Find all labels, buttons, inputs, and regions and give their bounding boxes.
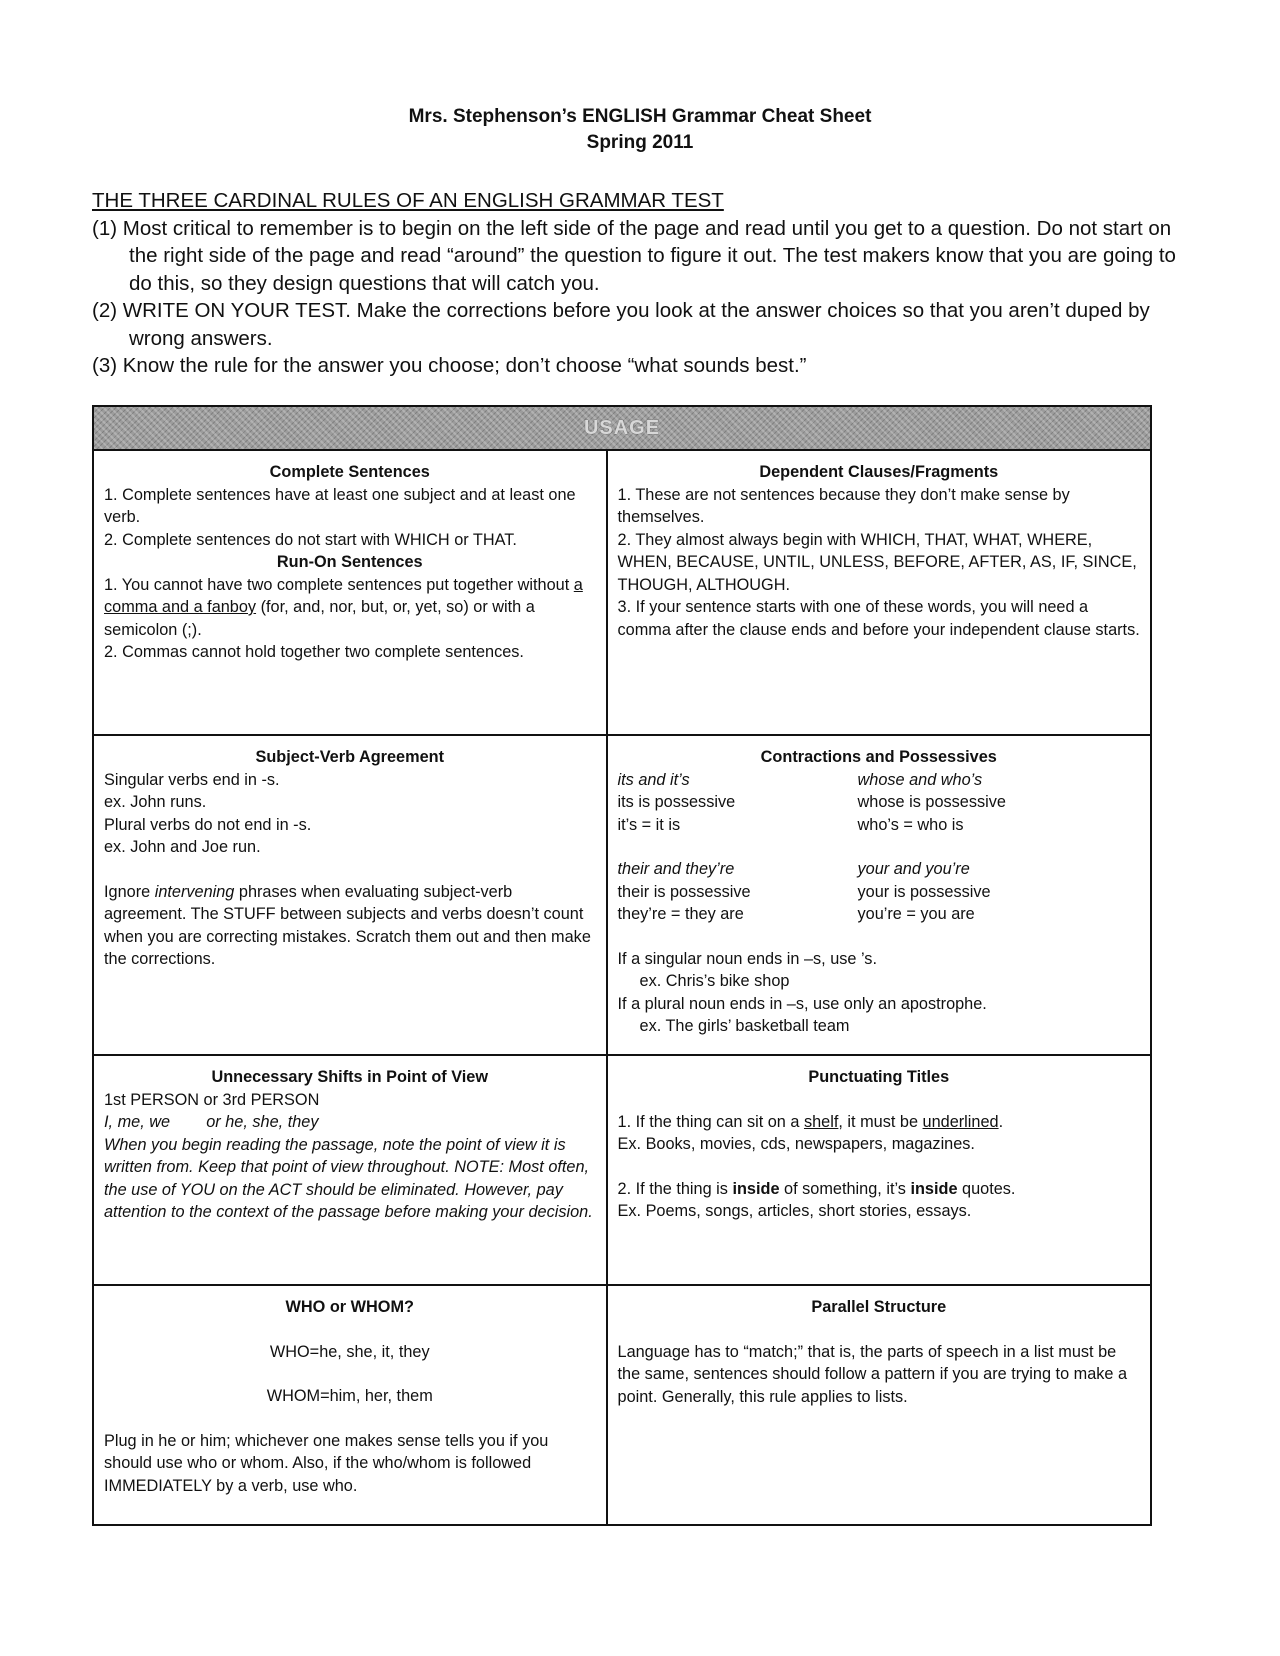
pov-paragraph: When you begin reading the passage, note the point of view it is written from. Keep that point of view throughout. NOTE: Most often, the use of YOU on the ACT should be eliminated. However, pay attention to the context of the passage before making your decision.	[104, 1135, 593, 1221]
pov-line-2: I, me, we or he, she, they	[104, 1113, 319, 1131]
run-on-rule-1-tail: (for, and, nor, but, or, yet, so) or with a semicolon (;).	[104, 598, 535, 639]
titles-rule-1-b: , it must be	[838, 1112, 923, 1131]
youre-contraction: you’re = you are	[857, 905, 975, 923]
sva-paragraph-italic: intervening	[154, 882, 235, 901]
sva-paragraph	[104, 881, 596, 971]
sva-line-1: Singular verbs end in -s.	[104, 770, 280, 789]
complete-sentences-title: Complete Sentences	[269, 463, 430, 481]
point-of-view-title: Unnecessary Shifts in Point of View	[211, 1068, 489, 1086]
cardinal-rules	[92, 187, 1202, 380]
singular-rule: If a singular noun ends in –s, use ’s.	[617, 949, 877, 968]
singular-example: ex. Chris’s bike shop	[639, 972, 790, 990]
sva-line-4: ex. John and Joe run.	[104, 838, 261, 856]
whose-heading: whose and who’s	[857, 770, 983, 789]
cardinal-rules-heading: THE THREE CARDINAL RULES OF AN ENGLISH GRAMMAR TEST	[92, 189, 724, 212]
run-on-title: Run-On Sentences	[276, 553, 423, 571]
titles-rule-2-c: quotes.	[957, 1179, 1016, 1198]
parallel-structure-cell	[607, 1285, 1151, 1525]
who-whom-cell	[93, 1285, 607, 1525]
cardinal-rule-3: (3) Know the rule for the answer you choose; don’t choose “what sounds best.”	[92, 354, 807, 377]
punctuating-titles-cell	[607, 1055, 1151, 1285]
contractions-cell	[607, 735, 1151, 1055]
dependent-rule-3: 3. If your sentence starts with one of these words, you will need a comma after the clause ends and before your independent clause starts.	[617, 598, 1140, 639]
cardinal-rule-2: (2) WRITE ON YOUR TEST. Make the corrections before you look at the answer choices so that you aren’t duped by wrong answers.	[92, 299, 1150, 350]
your-heading: your and you’re	[857, 860, 970, 878]
complete-sentences-cell	[93, 450, 607, 735]
its-possessive: its is possessive	[617, 793, 736, 811]
titles-underlined: underlined	[922, 1112, 999, 1131]
contractions-row-1	[618, 791, 1140, 814]
whom-line: WHOM=him, her, them	[266, 1387, 433, 1405]
contractions-row-3	[618, 881, 1140, 904]
titles-rule-2	[618, 1178, 1140, 1201]
their-possessive: their is possessive	[617, 882, 751, 901]
plural-example: ex. The girls’ basketball team	[639, 1017, 850, 1035]
titles-inside-1: inside	[732, 1179, 780, 1198]
page-title	[0, 104, 1280, 156]
subject-verb-cell	[93, 735, 607, 1055]
usage-banner: USAGE	[93, 406, 1151, 450]
sva-paragraph-start: Ignore	[104, 882, 155, 901]
whose-possessive: whose is possessive	[857, 793, 1006, 811]
punctuating-titles-title: Punctuating Titles	[808, 1068, 950, 1086]
subject-verb-title: Subject-Verb Agreement	[255, 748, 444, 766]
point-of-view-cell	[93, 1055, 607, 1285]
titles-rule-1-a: 1. If the thing can sit on a	[617, 1112, 804, 1131]
parallel-paragraph: Language has to “match;” that is, the parts of speech in a list must be the same, sentences should follow a pattern if you are trying to make a point. Generally, this rule applies to lists.	[617, 1342, 1128, 1406]
titles-shelf: shelf	[803, 1112, 839, 1131]
complete-rule-1: 1. Complete sentences have at least one subject and at least one verb.	[104, 485, 576, 526]
dependent-rule-2: 2. They almost always begin with WHICH, THAT, WHAT, WHERE, WHEN, BECAUSE, UNTIL, UNLESS, BEFORE, AFTER, AS, IF, SINCE, THOUGH, ALTHOUGH.	[617, 530, 1137, 594]
sva-line-3: Plural verbs do not end in -s.	[104, 815, 312, 834]
title-line-2: Spring 2011	[586, 132, 694, 153]
parallel-structure-title: Parallel Structure	[811, 1298, 947, 1316]
sva-paragraph-rest: phrases when evaluating subject-verb agreement. The STUFF between subjects and verbs doesn’t count when you are correcting mistakes. Scratch them out and then make the corrections.	[104, 882, 591, 968]
pov-line-1: 1st PERSON or 3rd PERSON	[104, 1090, 320, 1109]
their-heading: their and they’re	[617, 860, 735, 878]
theyre-contraction: they’re = they are	[617, 905, 744, 923]
dependent-clauses-cell	[607, 450, 1151, 735]
titles-rule-1-c: .	[998, 1112, 1004, 1131]
titles-rule-2-b: of something, it’s	[779, 1179, 911, 1198]
titles-rule-1	[618, 1111, 1140, 1134]
your-possessive: your is possessive	[857, 882, 991, 901]
contractions-title: Contractions and Possessives	[760, 748, 997, 766]
run-on-rule-1-text: 1. You cannot have two complete sentences put together without	[104, 575, 574, 594]
contractions-row-4	[618, 903, 1140, 926]
titles-inside-2: inside	[910, 1179, 958, 1198]
dependent-clauses-title: Dependent Clauses/Fragments	[759, 463, 999, 481]
contractions-heading-2	[618, 858, 1140, 881]
complete-rule-2: 2. Complete sentences do not start with WHICH or THAT.	[104, 530, 517, 549]
who-whom-paragraph: Plug in he or him; whichever one makes sense tells you if you should use who or whom. Also, if the who/whom is followed IMMEDIATELY by a verb, use who.	[104, 1431, 549, 1495]
cardinal-rule-1: (1) Most critical to remember is to begin on the left side of the page and read until you get to a question. Do not start on the right side of the page and read “around” the question to figure it out. The test makers know that you are going to do this, so they design questions that will catch you.	[92, 216, 1176, 295]
dependent-rule-1: 1. These are not sentences because they don’t make sense by themselves.	[617, 485, 1070, 526]
whos-contraction: who’s = who is	[857, 815, 964, 834]
titles-rule-2-a: 2. If the thing is	[617, 1179, 733, 1198]
who-line: WHO=he, she, it, they	[269, 1342, 430, 1361]
titles-example-2: Ex. Poems, songs, articles, short stories, essays.	[617, 1202, 972, 1220]
titles-example-1: Ex. Books, movies, cds, newspapers, magazines.	[617, 1135, 975, 1153]
plural-rule: If a plural noun ends in –s, use only an apostrophe.	[617, 994, 987, 1013]
its-contraction: it’s = it is	[617, 815, 681, 834]
its-heading: its and it’s	[617, 770, 690, 789]
run-on-rule-1	[104, 574, 596, 642]
usage-table	[92, 405, 1152, 1526]
run-on-rule-2: 2. Commas cannot hold together two complete sentences.	[104, 643, 524, 661]
run-on-rule-1-underline: a comma and a fanboy	[104, 575, 583, 616]
sva-line-2: ex. John runs.	[104, 793, 207, 811]
who-whom-title: WHO or WHOM?	[285, 1298, 414, 1316]
contractions-row-2	[618, 814, 1140, 837]
contractions-heading-1	[618, 769, 1140, 792]
title-line-1: Mrs. Stephenson’s ENGLISH Grammar Cheat Sheet	[408, 106, 872, 127]
